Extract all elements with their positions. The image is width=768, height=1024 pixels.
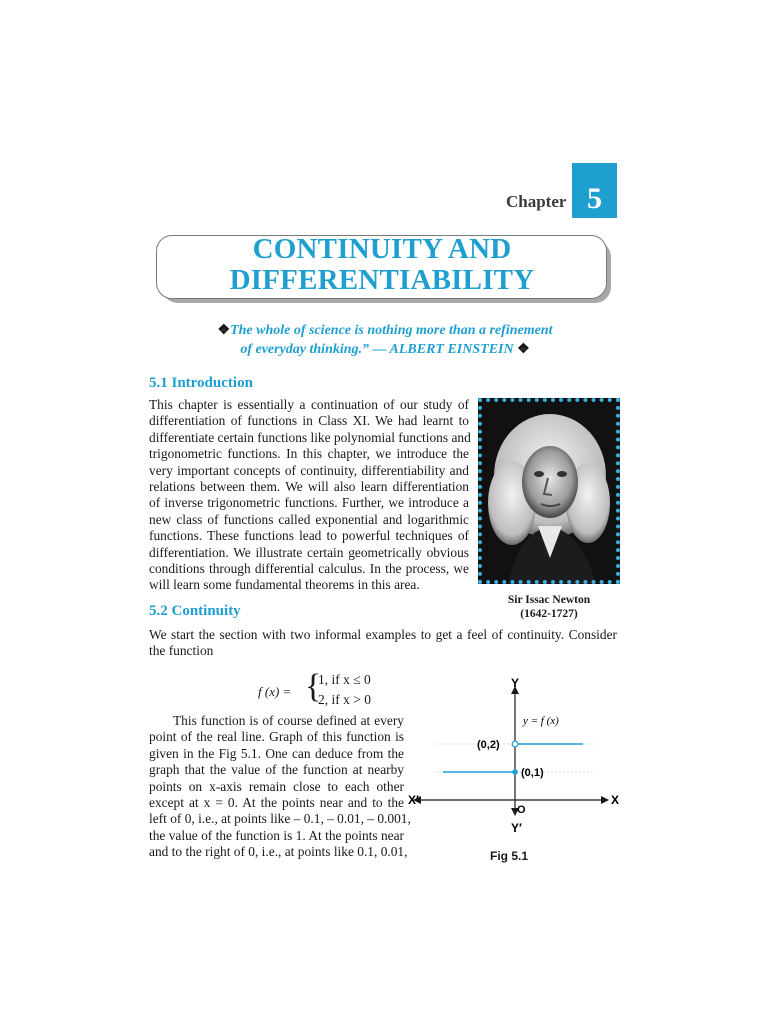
function-case2: 2, if x > 0 bbox=[318, 692, 371, 707]
paragraph-line: new class of functions called exponential and logarithmic bbox=[149, 511, 469, 527]
figure-5-1-graph bbox=[405, 672, 625, 847]
portrait-caption-years: (1642-1727) bbox=[520, 608, 578, 620]
paragraph-line: will learn some fundamental theorems in this area. bbox=[149, 577, 420, 593]
y-neg-axis-label: Y′ bbox=[511, 821, 522, 835]
chapter-title-line1: CONTINUITY AND bbox=[252, 233, 512, 265]
ornament-icon: ❖ bbox=[217, 323, 231, 338]
paragraph-line: point of the real line. Graph of this function is bbox=[149, 729, 404, 745]
paragraph-line: trigonometric functions. In this chapter, we introduce the bbox=[149, 446, 469, 462]
paragraph-line: This chapter is essentially a continuation of our study of bbox=[149, 397, 469, 412]
portrait-caption bbox=[478, 593, 620, 621]
quote-line2: of everyday thinking.” — ALBERT EINSTEIN bbox=[240, 342, 514, 357]
paragraph-line: differentiation of functions in Class XI. We had learnt to bbox=[149, 413, 469, 429]
paragraph-line: the value of the function is 1. At the points near bbox=[149, 827, 404, 843]
chapter-number: 5 bbox=[572, 163, 617, 218]
paragraph-line: and to the right of 0, i.e., at points like 0.1, 0.01, bbox=[149, 844, 408, 860]
introduction-paragraph bbox=[149, 397, 469, 594]
figure-caption: Fig 5.1 bbox=[490, 849, 529, 863]
paragraph-line: of inverse trigonometric functions. Further, we introduce a bbox=[149, 495, 469, 511]
paragraph-line: differentiate certain functions like polynomial functions and bbox=[149, 429, 471, 445]
portrait-frame bbox=[478, 398, 620, 584]
epigraph-quote bbox=[190, 321, 580, 359]
continuity-intro-line1: We start the section with two informal examples to get a feel of continuity. Consider bbox=[149, 627, 617, 642]
chapter-title-line2: DIFFERENTIABILITY bbox=[229, 264, 535, 296]
section-heading-introduction: 5.1 Introduction bbox=[149, 375, 253, 391]
continuity-paragraph bbox=[149, 713, 411, 861]
paragraph-line: This function is of course defined at every bbox=[173, 713, 404, 728]
x-axis-arrow-icon bbox=[601, 796, 609, 804]
continuity-intro-line2: the function bbox=[149, 643, 214, 659]
x-neg-axis-label: X′ bbox=[408, 793, 419, 807]
function-lhs: f (x) = bbox=[258, 684, 292, 699]
brace-icon: { bbox=[305, 668, 322, 705]
continuity-intro bbox=[149, 627, 617, 660]
paragraph-line: differentiation. We illustrate certain geometrically obvious bbox=[149, 544, 469, 560]
paragraph-line: very important concepts of continuity, differentiability and bbox=[149, 462, 469, 478]
function-case1: 1, if x ≤ 0 bbox=[318, 672, 371, 687]
paragraph-line: graph that the value of the function at nearby bbox=[149, 762, 404, 778]
function-label: y = f (x) bbox=[523, 715, 559, 727]
paragraph-line: points on x-axis remain close to each other bbox=[149, 778, 404, 794]
paragraph-line: except at x = 0. At the points near and to the bbox=[149, 795, 404, 811]
chapter-label: Chapter bbox=[506, 192, 567, 211]
x-axis-label: X bbox=[611, 793, 620, 807]
paragraph-line: conditions through differential calculus. In the process, we bbox=[149, 561, 469, 577]
closed-point-marker bbox=[512, 769, 518, 775]
portrait-caption-name: Sir Issac Newton bbox=[507, 594, 591, 606]
ornament-icon: ❖ bbox=[517, 342, 530, 357]
paragraph-line: functions. These functions lead to powerful techniques of bbox=[149, 528, 469, 544]
paragraph-line: given in the Fig 5.1. One can deduce from the bbox=[149, 745, 404, 761]
section-heading-continuity: 5.2 Continuity bbox=[149, 603, 241, 619]
open-point-marker bbox=[512, 741, 518, 747]
quote-line1: The whole of science is nothing more than a refinement bbox=[230, 323, 553, 338]
open-point-label: (0,2) bbox=[477, 739, 500, 751]
y-axis-label: Y bbox=[511, 676, 520, 690]
paragraph-line: left of 0, i.e., at points like – 0.1, – 0.01, – 0.001, bbox=[149, 811, 411, 827]
closed-point-label: (0,1) bbox=[521, 767, 544, 779]
chapter-title bbox=[156, 234, 608, 296]
paragraph-line: relations between them. We will also learn differentiation bbox=[149, 479, 469, 495]
origin-label: O bbox=[517, 804, 526, 816]
